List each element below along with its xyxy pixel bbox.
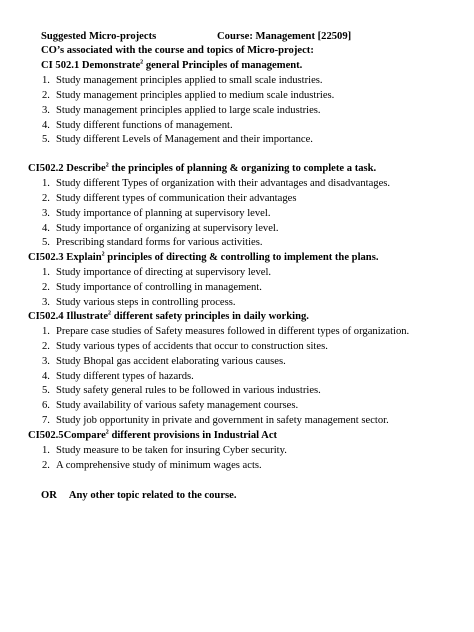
list-item-text: Study different functions of management. xyxy=(56,119,233,131)
list-item-text: Study various types of accidents that occur to construction sites. xyxy=(56,340,328,352)
list-item xyxy=(42,89,334,103)
list-item-text: Study different Levels of Management and their importance. xyxy=(56,134,313,146)
list-item-number: 2. xyxy=(42,89,50,101)
list-item-text: Study importance of directing at supervisory level. xyxy=(56,267,272,278)
list-item xyxy=(42,459,262,473)
list-item xyxy=(42,133,313,147)
list-item-number: 6. xyxy=(42,400,50,412)
list-item-text: Study management principles applied to medium scale industries. xyxy=(56,89,335,101)
section-heading xyxy=(28,162,376,176)
list-item xyxy=(42,384,321,398)
section-code: CI502.2 Describe xyxy=(28,163,106,174)
list-item xyxy=(42,399,298,413)
list-item xyxy=(42,414,389,428)
list-item-number: 2. xyxy=(42,281,50,293)
other-topic-text: Any other topic related to the course. xyxy=(68,490,237,501)
list-item xyxy=(42,119,233,133)
list-item-number: 5. xyxy=(42,237,50,249)
list-item xyxy=(42,177,390,191)
list-item xyxy=(42,104,321,118)
list-item xyxy=(42,266,271,280)
list-item xyxy=(42,355,286,369)
list-item-text: Study safety general rules to be followed in various industries. xyxy=(56,385,321,397)
list-item xyxy=(42,281,262,295)
list-item xyxy=(42,192,296,206)
list-item-text: Study different types of hazards. xyxy=(56,370,194,382)
section-title: different provisions in Industrial Act xyxy=(111,430,278,441)
section-heading xyxy=(41,59,302,73)
list-item-text: Study various steps in controlling process. xyxy=(56,296,236,308)
section-code: CI502.5Compare xyxy=(28,430,106,441)
list-item xyxy=(42,325,409,339)
section-superscript: 2 xyxy=(108,310,112,317)
list-item-text: Study job opportunity in private and government in safety management sector. xyxy=(56,415,389,427)
suggested-micro-projects-label: Suggested Micro-projects xyxy=(41,31,157,42)
list-item xyxy=(42,74,323,88)
list-item xyxy=(42,236,263,250)
list-item xyxy=(42,222,279,236)
list-item-text: A comprehensive study of minimum wages acts. xyxy=(56,459,262,471)
list-item xyxy=(42,296,236,310)
list-item-text: Study importance of controlling in management. xyxy=(56,281,262,293)
list-item-number: 4. xyxy=(42,370,50,382)
section-heading xyxy=(28,251,378,265)
list-item-text: Prepare case studies of Safety measures followed in different types of organization. xyxy=(56,326,410,337)
list-item-number: 3. xyxy=(42,104,50,116)
section-heading xyxy=(28,310,309,324)
list-item-text: Study importance of planning at supervisory level. xyxy=(56,207,271,219)
list-item-number: 1. xyxy=(42,445,50,456)
list-item-number: 3. xyxy=(42,296,50,308)
section-title: principles of directing & controlling to implement the plans. xyxy=(107,252,379,263)
list-item xyxy=(42,444,287,458)
list-item xyxy=(42,207,270,221)
list-item xyxy=(42,370,194,384)
list-item-text: Study measure to be taken for insuring Cyber security. xyxy=(56,445,287,456)
list-item-number: 2. xyxy=(42,192,50,204)
list-item-text: Study different Types of organization with their advantages and disadvantages. xyxy=(56,178,391,189)
list-item-number: 7. xyxy=(42,415,50,427)
list-item-text: Study management principles applied to large scale industries. xyxy=(56,104,321,116)
list-item-number: 1. xyxy=(42,326,50,337)
section-code: CI502.4 Illustrate xyxy=(28,311,109,322)
section-title: the principles of planning & organizing to complete a task. xyxy=(111,163,377,174)
list-item-number: 3. xyxy=(42,207,50,219)
list-item-number: 5. xyxy=(42,385,50,397)
list-item-number: 1. xyxy=(42,75,50,86)
list-item-text: Prescribing standard forms for various activities. xyxy=(56,237,263,249)
list-item-number: 1. xyxy=(42,178,50,189)
section-superscript: 2 xyxy=(105,162,109,169)
list-item-text: Study importance of organizing at supervisory level. xyxy=(56,222,279,234)
list-item-number: 2. xyxy=(42,459,50,471)
section-title: general Principles of management. xyxy=(145,60,303,71)
list-item-text: Study management principles applied to small scale industries. xyxy=(56,75,323,86)
or-footer xyxy=(41,489,237,503)
section-code: CI502.3 Explain xyxy=(28,252,102,263)
section-superscript: 2 xyxy=(140,59,144,66)
list-item-text: Study Bhopal gas accident elaborating various causes. xyxy=(56,355,286,367)
list-item xyxy=(42,340,328,354)
cos-subheading: CO’s associated with the course and topics of Micro-project: xyxy=(41,45,314,56)
list-item-number: 3. xyxy=(42,355,50,367)
section-title: different safety principles in daily working. xyxy=(113,311,309,322)
list-item-number: 5. xyxy=(42,134,50,146)
list-item-number: 4. xyxy=(42,119,50,131)
section-heading xyxy=(28,429,277,443)
list-item-number: 2. xyxy=(42,340,50,352)
section-superscript: 2 xyxy=(105,429,109,436)
list-item-text: Study availability of various safety management courses. xyxy=(56,400,299,412)
section-code: CI 502.1 Demonstrate xyxy=(41,60,141,71)
course-title: Course: Management [22509] xyxy=(217,31,352,42)
list-item-number: 4. xyxy=(42,222,50,234)
section-superscript: 2 xyxy=(101,251,105,258)
list-item-number: 1. xyxy=(42,267,50,278)
or-label: OR xyxy=(41,490,57,501)
list-item-text: Study different types of communication their advantages xyxy=(56,192,297,204)
